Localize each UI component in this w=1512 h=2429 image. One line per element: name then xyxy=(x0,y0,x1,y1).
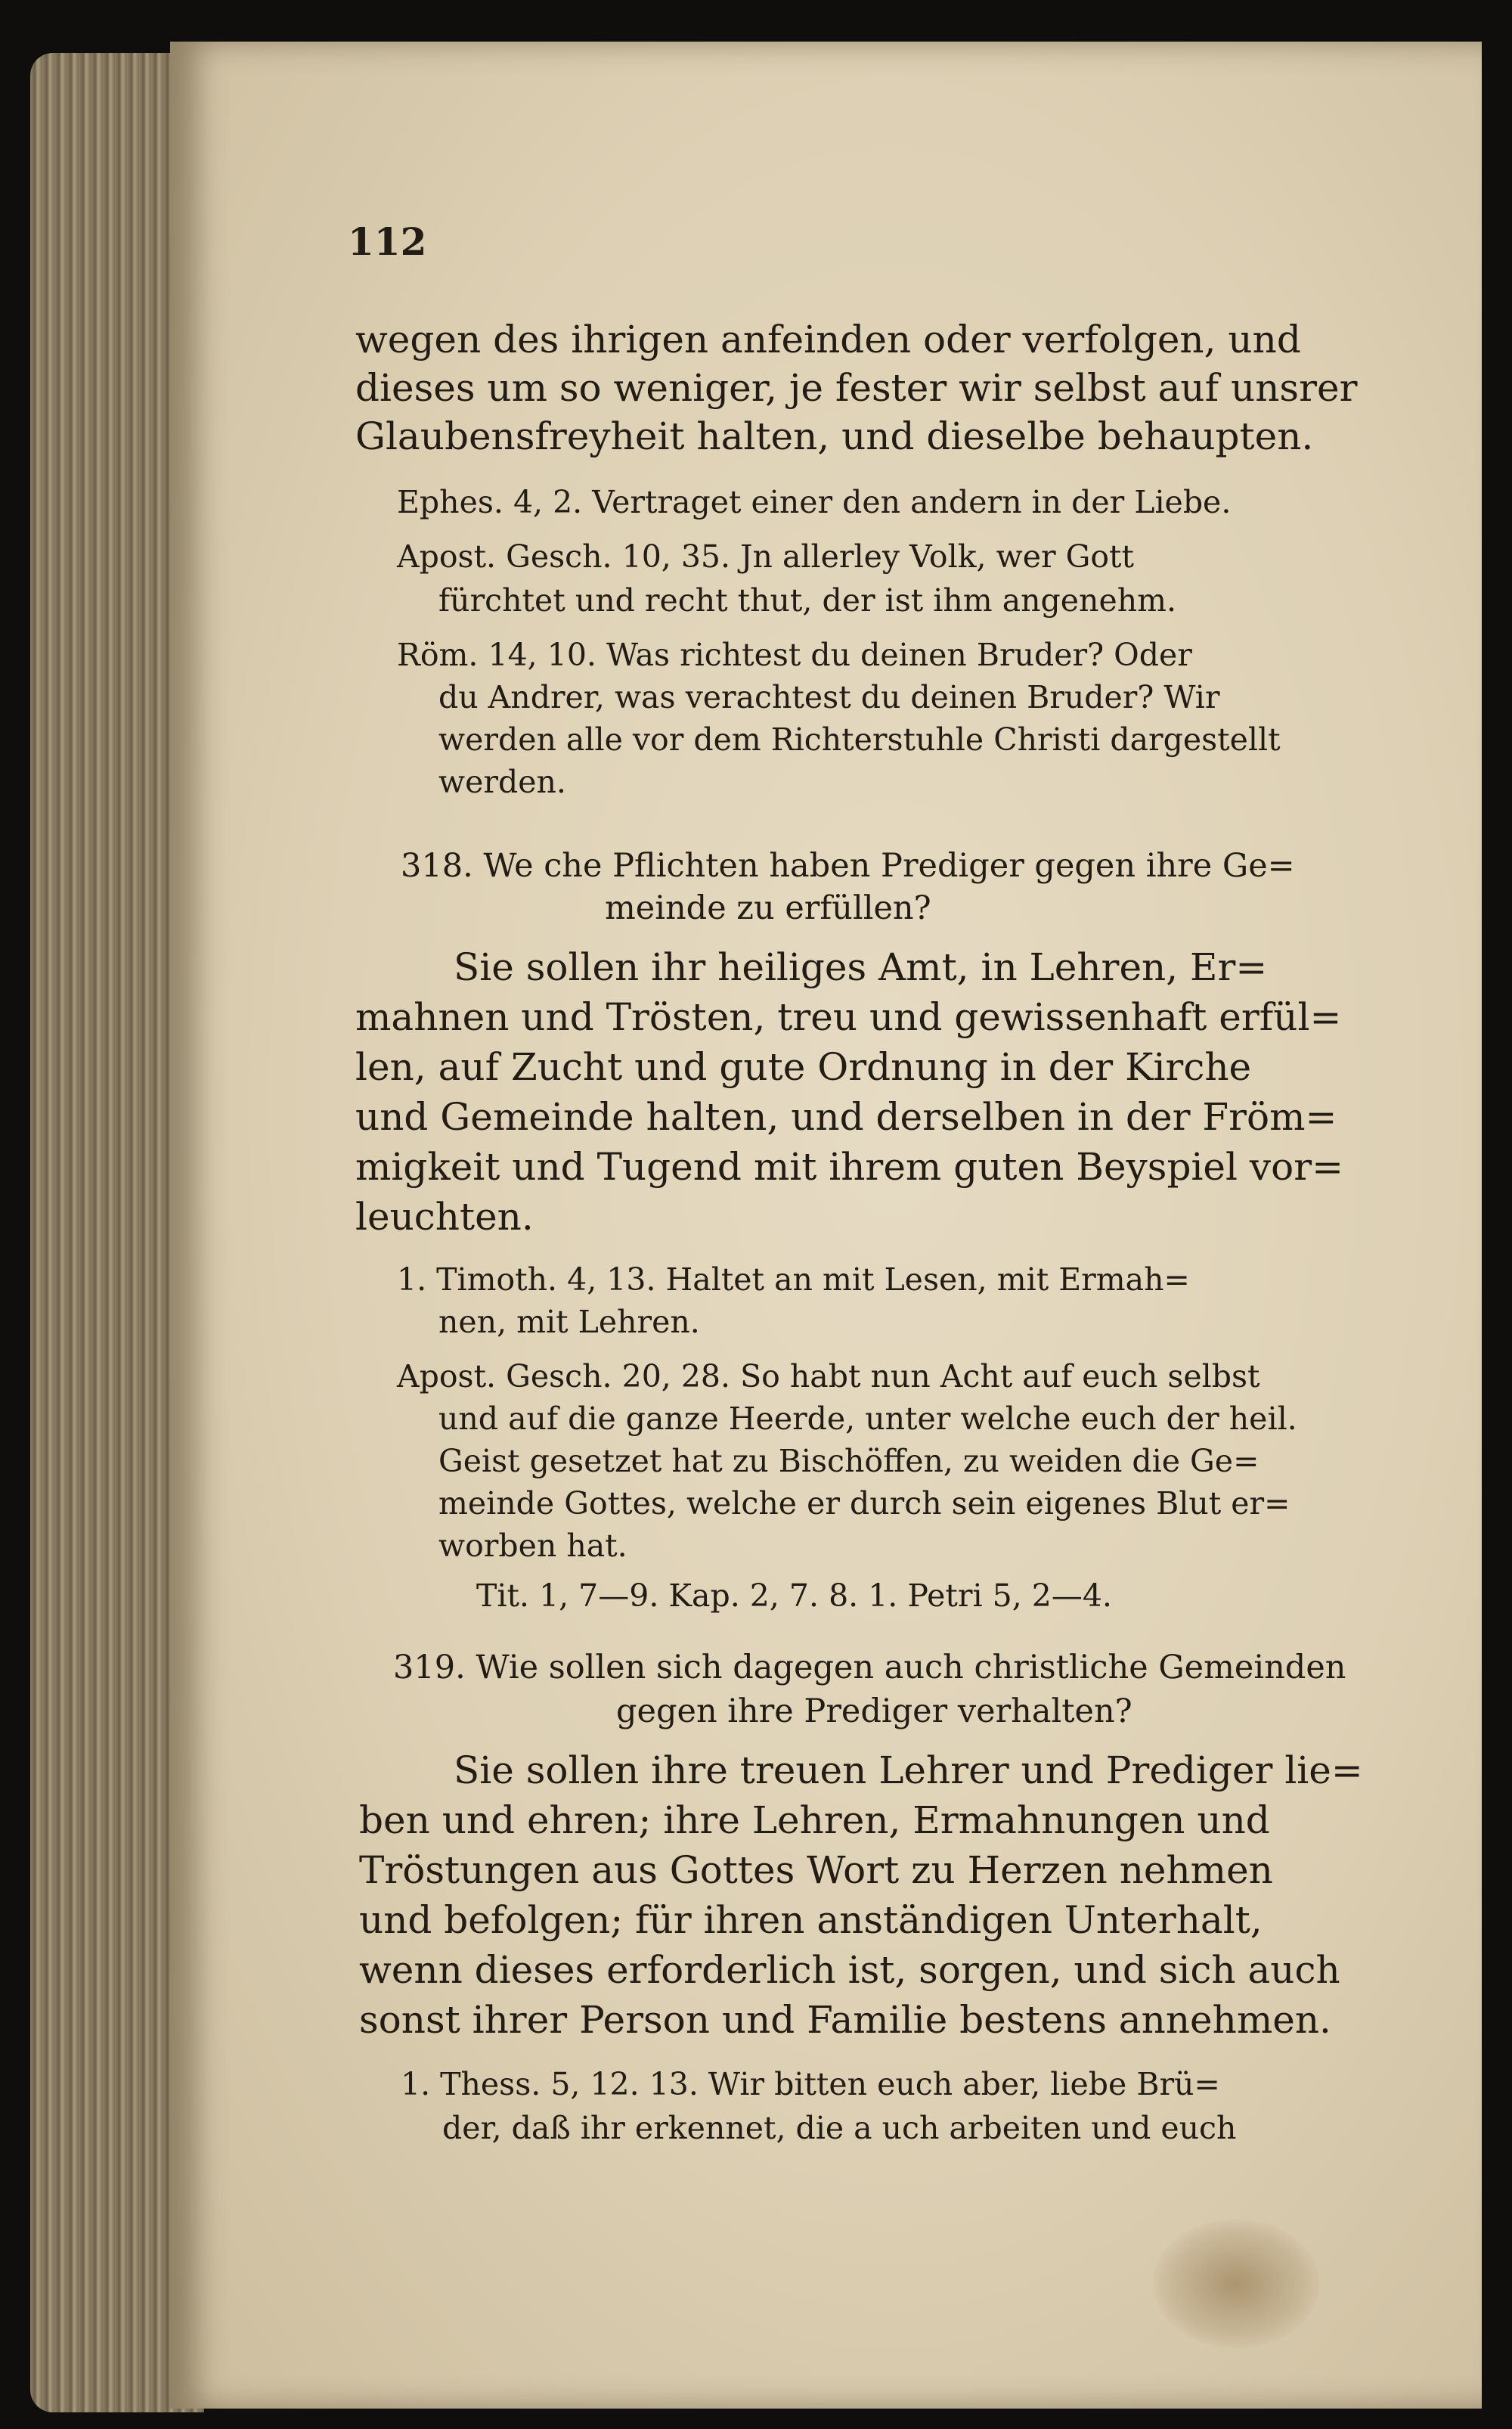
answer-319: wenn dieses erforderlich ist, sorgen, und sich auch xyxy=(359,1948,1340,1992)
scripture-reference: Apost. Gesch. 10, 35. Jn allerley Volk, wer Gott xyxy=(397,538,1134,575)
question-319: gegen ihre Prediger verhalten? xyxy=(616,1692,1132,1730)
scripture-reference: meinde Gottes, welche er durch sein eigenes Blut er= xyxy=(438,1485,1290,1522)
answer-318: mahnen und Trösten, treu und gewissenhaft erfül= xyxy=(355,995,1342,1039)
answer-319: und befolgen; für ihren anständigen Unterhalt, xyxy=(359,1898,1263,1942)
intro-line: dieses um so weniger, je fester wir selbst auf unsrer xyxy=(355,366,1358,410)
answer-318: len, auf Zucht und gute Ordnung in der Kirche xyxy=(355,1045,1252,1089)
answer-319: sonst ihrer Person und Familie bestens annehmen. xyxy=(359,1998,1331,2042)
scripture-reference: nen, mit Lehren. xyxy=(438,1304,700,1340)
scripture-reference: werden. xyxy=(438,764,566,800)
scripture-reference: worben hat. xyxy=(438,1528,627,1564)
scripture-reference: Röm. 14, 10. Was richtest du deinen Bruder? Oder xyxy=(397,637,1192,673)
scripture-reference: Tit. 1, 7—9. Kap. 2, 7. 8. 1. Petri 5, 2—4. xyxy=(476,1577,1112,1614)
question-318: meinde zu erfüllen? xyxy=(605,889,931,927)
answer-319: Tröstungen aus Gottes Wort zu Herzen nehmen xyxy=(359,1848,1273,1892)
scripture-reference: 1. Timoth. 4, 13. Haltet an mit Lesen, mit Ermah= xyxy=(397,1261,1190,1298)
scripture-reference: werden alle vor dem Richterstuhle Christi dargestellt xyxy=(438,721,1281,758)
answer-318: und Gemeinde halten, und derselben in der Fröm= xyxy=(355,1095,1337,1139)
answer-319: Sie sollen ihre treuen Lehrer und Prediger lie= xyxy=(454,1748,1363,1792)
scripture-reference: und auf die ganze Heerde, unter welche euch der heil. xyxy=(438,1401,1297,1437)
scripture-reference: 1. Thess. 5, 12. 13. Wir bitten euch aber, liebe Brü= xyxy=(401,2066,1220,2102)
scripture-reference: der, daß ihr erkennet, die a uch arbeiten und euch xyxy=(442,2110,1237,2146)
scripture-reference: Apost. Gesch. 20, 28. So habt nun Acht auf euch selbst xyxy=(397,1358,1260,1394)
intro-line: Glaubensfreyheit halten, und dieselbe behaupten. xyxy=(355,414,1314,458)
scripture-reference: du Andrer, was verachtest du deinen Bruder? Wir xyxy=(438,679,1220,715)
intro-line: wegen des ihrigen anfeinden oder verfolgen, und xyxy=(355,318,1301,361)
answer-318: leuchten. xyxy=(355,1195,534,1239)
scripture-reference: fürchtet und recht thut, der ist ihm angenehm. xyxy=(438,582,1177,619)
scripture-reference: Geist gesetzet hat zu Bischöffen, zu weiden die Ge= xyxy=(438,1443,1259,1479)
answer-319: ben und ehren; ihre Lehren, Ermahnungen und xyxy=(359,1798,1270,1842)
scripture-reference: Ephes. 4, 2. Vertraget einer den andern in der Liebe. xyxy=(397,484,1232,520)
question-319: 319. Wie sollen sich dagegen auch christliche Gemeinden xyxy=(393,1649,1346,1686)
question-318: 318. We che Pflichten haben Prediger gegen ihre Ge= xyxy=(401,847,1295,885)
water-stain xyxy=(1153,2220,1319,2348)
answer-318: migkeit und Tugend mit ihrem guten Beyspiel vor= xyxy=(355,1145,1344,1189)
page-number: 112 xyxy=(348,219,427,264)
answer-318: Sie sollen ihr heiliges Amt, in Lehren, Er= xyxy=(454,945,1268,989)
